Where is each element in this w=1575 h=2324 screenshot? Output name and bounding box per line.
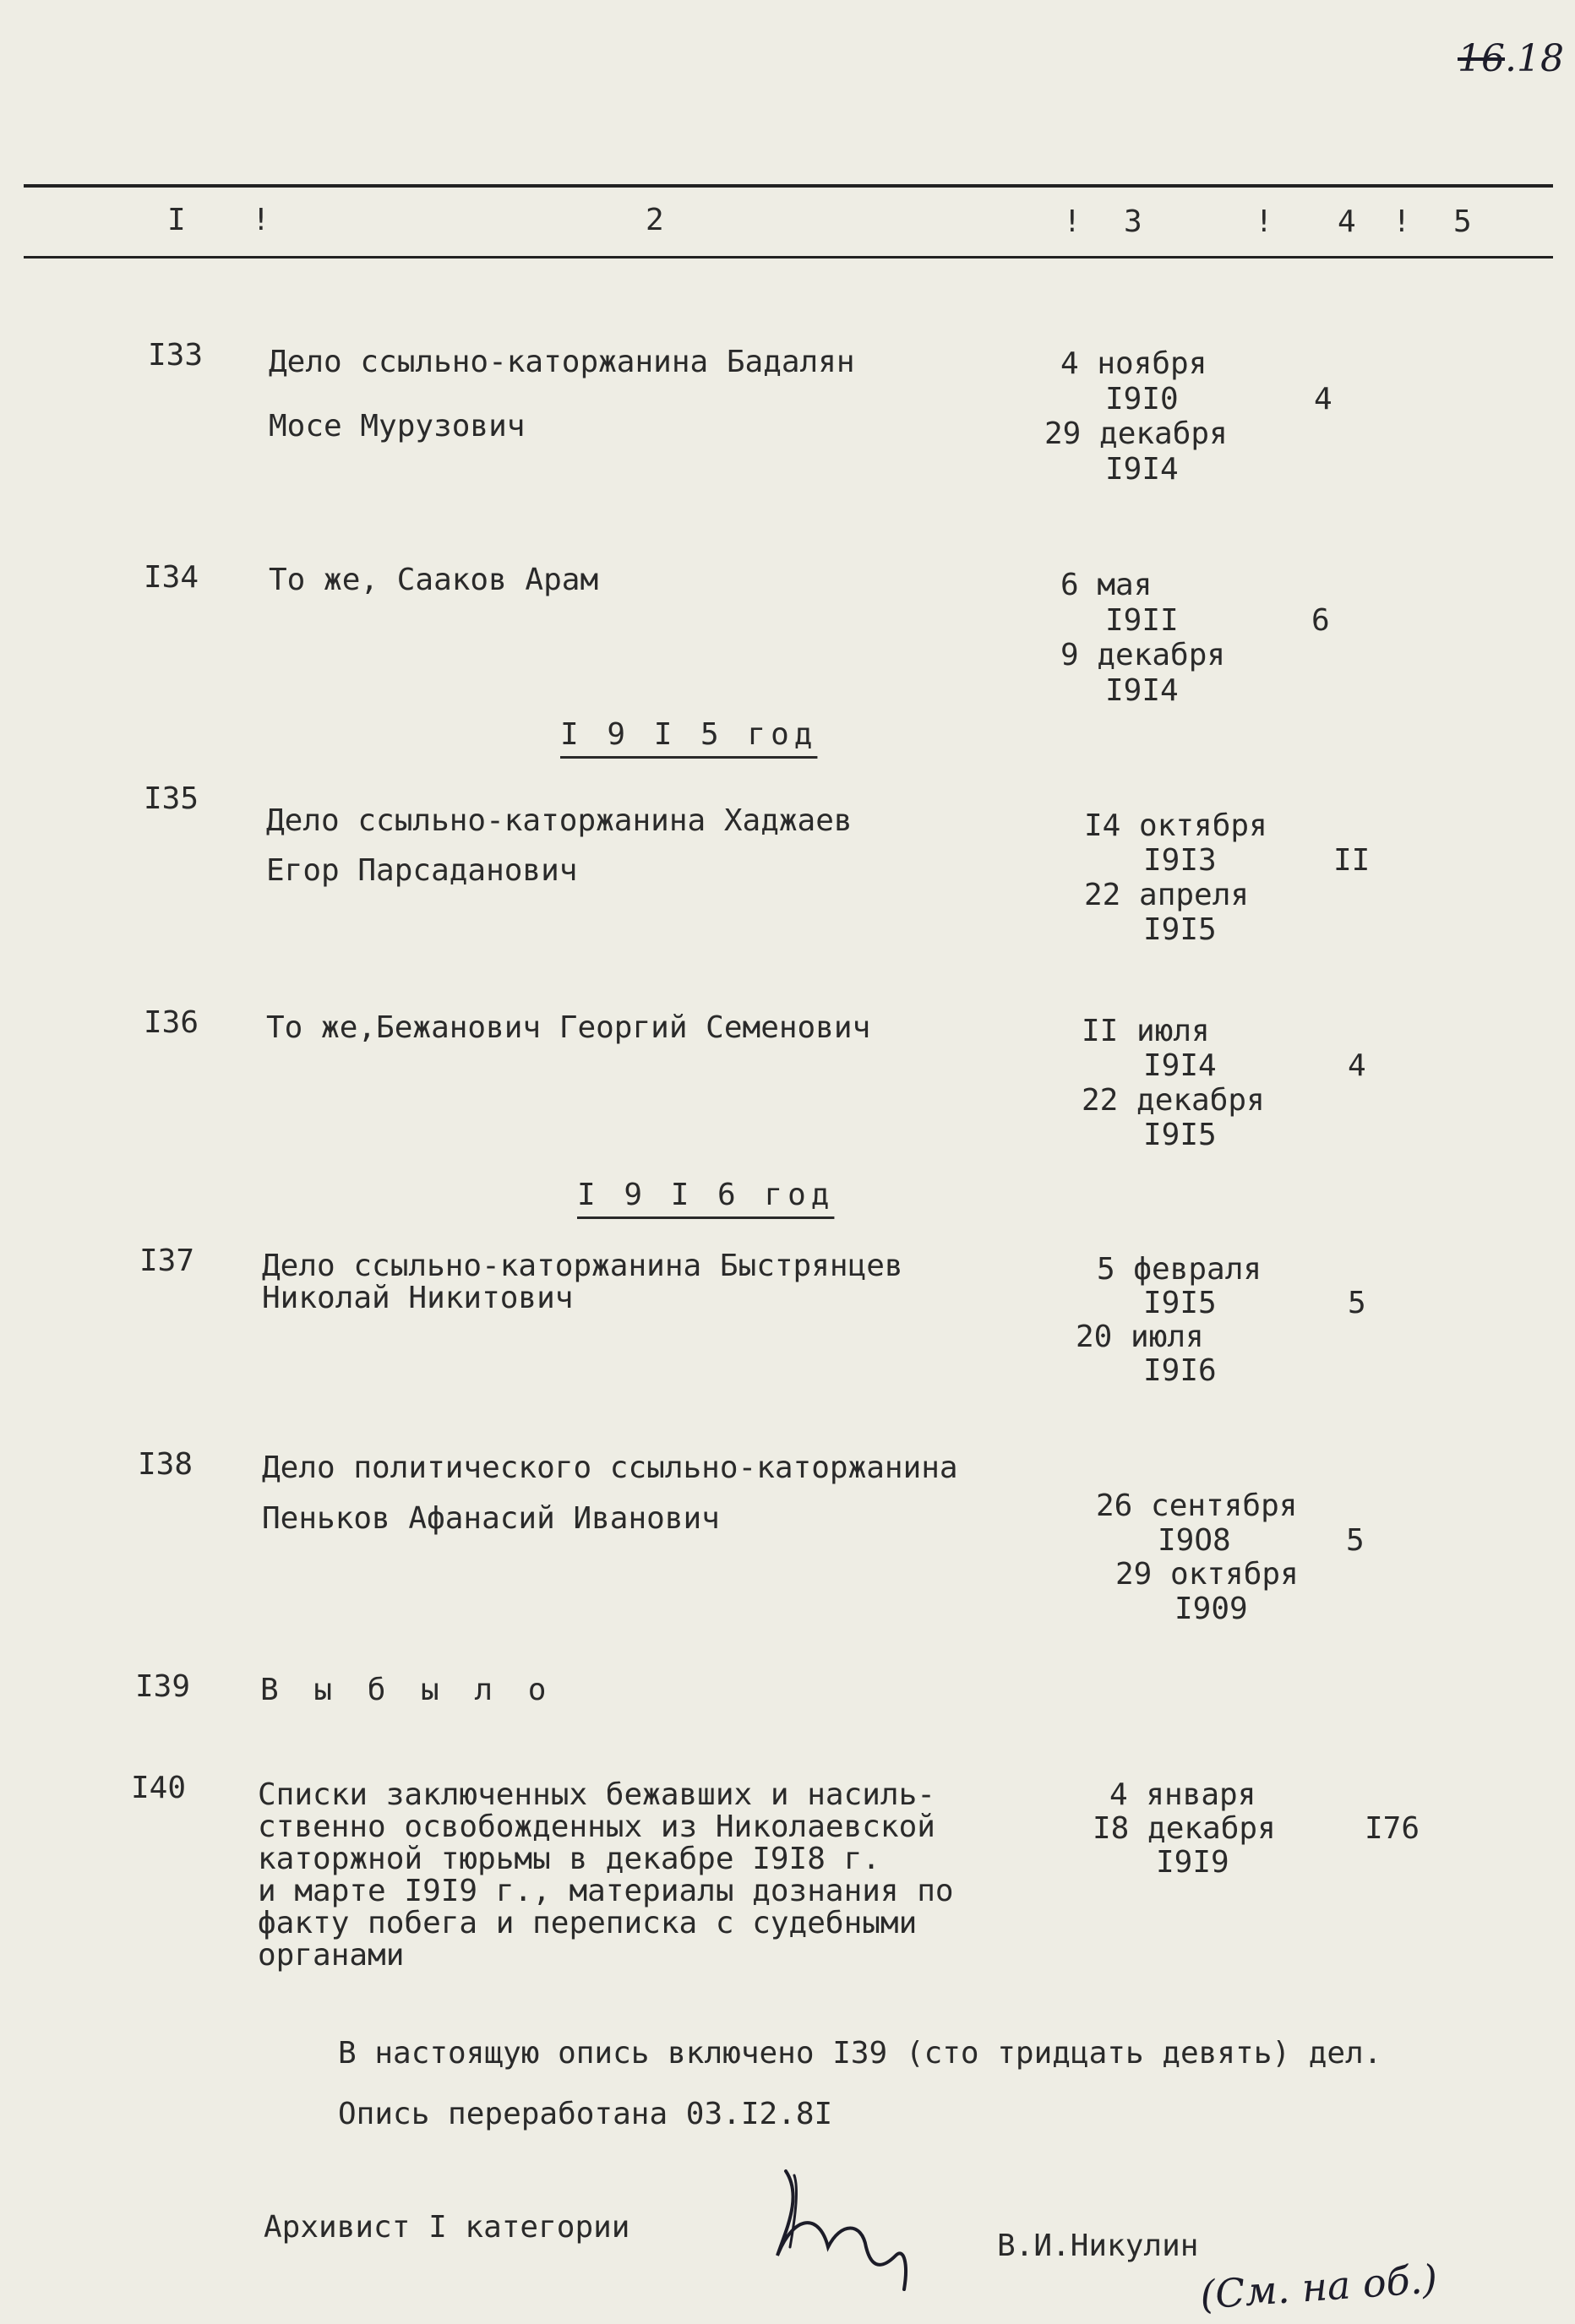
signature-image	[760, 2163, 955, 2315]
entry-date: 26 сентября	[1096, 1489, 1298, 1523]
entry-date: I9I4	[1105, 673, 1179, 708]
entry-title: Дело ссыльно-каторжанина Быстрянцев	[262, 1249, 903, 1283]
entry-title: Егор Парсаданович	[266, 853, 578, 888]
sheet-number-crossed: 16	[1458, 37, 1505, 80]
revision-note: Опись переработана 03.I2.8I	[338, 2097, 833, 2131]
column-separator: !	[252, 203, 270, 237]
entry-number: I39	[135, 1669, 191, 1704]
entry-number: I35	[144, 781, 199, 816]
entry-date: I9O8	[1158, 1523, 1231, 1558]
entry-number: I37	[139, 1244, 195, 1278]
entry-sheets: 6	[1311, 603, 1330, 638]
entry-title: факту побега и переписка с судебными	[258, 1906, 918, 1940]
entry-date: I9I4	[1143, 1048, 1217, 1083]
entry-title: Мосе Мурузович	[269, 409, 526, 444]
sheet-number-current: .18	[1505, 37, 1564, 80]
entry-date: I9I5	[1143, 1286, 1217, 1320]
entry-title: ственно освобожденных из Николаевской	[258, 1810, 935, 1844]
column-header-3: 3	[1124, 204, 1142, 239]
entry-sheets: 5	[1346, 1523, 1365, 1558]
sheet-number	[1458, 37, 1564, 80]
entry-title: Дело ссыльно-каторжанина Бадалян	[269, 345, 855, 379]
entry-title: каторжной тюрьмы в декабре I9I8 г.	[258, 1842, 880, 1876]
entry-sheets: I76	[1365, 1811, 1420, 1846]
column-separator: !	[1255, 204, 1273, 239]
handwritten-note: (См. на об.)	[1198, 2256, 1439, 2318]
entry-date: 4 ноября	[1060, 346, 1207, 381]
entry-date: I8 декабря	[1093, 1811, 1276, 1846]
entry-date: 29 октября	[1115, 1557, 1299, 1592]
entry-title: То же, Сааков Арам	[269, 563, 599, 597]
column-separator: !	[1392, 204, 1411, 239]
entry-date: I4 октября	[1084, 808, 1267, 843]
column-header-1: I	[167, 203, 186, 237]
entry-number: I33	[148, 338, 204, 373]
entry-title: и марте I9I9 г., материалы дознания по	[258, 1874, 954, 1908]
year-heading-1916: I 9 I 6 год	[577, 1178, 835, 1212]
entry-date: 20 июля	[1076, 1320, 1204, 1354]
entry-date: I9I3	[1143, 843, 1217, 878]
column-separator: !	[1063, 204, 1082, 239]
column-header-2: 2	[646, 203, 664, 237]
entry-date: II июля	[1082, 1014, 1210, 1048]
entry-title: Дело политического ссыльно-каторжанина	[262, 1450, 958, 1485]
entry-date: I909	[1174, 1592, 1248, 1626]
archivist-name: В.И.Никулин	[997, 2229, 1199, 2263]
entry-number: I36	[144, 1005, 199, 1040]
entry-date: 6 мая	[1060, 568, 1153, 602]
column-header-5: 5	[1453, 204, 1472, 239]
column-header-4: 4	[1338, 204, 1356, 239]
entry-number: I34	[144, 560, 199, 595]
entry-date: I9I6	[1143, 1353, 1217, 1388]
entry-date: 5 февраля	[1097, 1252, 1262, 1287]
entry-date: 22 декабря	[1082, 1083, 1265, 1118]
entry-sheets: II	[1333, 843, 1371, 878]
entry-date: 29 декабря	[1044, 416, 1228, 451]
entry-date: I9I4	[1105, 452, 1179, 487]
entry-title: Николай Никитович	[262, 1281, 574, 1315]
entry-date: I9I5	[1143, 1118, 1217, 1152]
entry-date: I9II	[1105, 603, 1179, 638]
entry-title: органами	[258, 1938, 405, 1973]
header-rule-top	[24, 184, 1553, 188]
entry-title: Дело ссыльно-каторжанина Хаджаев	[266, 803, 853, 838]
summary-statement: В настоящую опись включено I39 (сто тридцать девять) дел.	[338, 2036, 1382, 2071]
entry-sheets: 4	[1348, 1048, 1366, 1083]
entry-title: Списки заключенных бежавших и насиль-	[258, 1777, 935, 1812]
entry-sheets: 5	[1348, 1286, 1366, 1320]
entry-date: 22 апреля	[1084, 878, 1250, 912]
entry-title: То же,Бежанович Георгий Семенович	[266, 1010, 871, 1045]
entry-number: I38	[138, 1447, 193, 1482]
entry-sheets: 4	[1314, 382, 1332, 416]
entry-title: Пеньков Афанасий Иванович	[262, 1501, 720, 1536]
year-heading-1915: I 9 I 5 год	[560, 717, 818, 752]
entry-date: I9I9	[1156, 1845, 1229, 1880]
archivist-position: Архивист I категории	[264, 2210, 630, 2245]
entry-date: 4 января	[1109, 1777, 1256, 1812]
entry-number: I40	[131, 1771, 187, 1805]
header-rule-bottom	[24, 256, 1553, 259]
entry-date: 9 декабря	[1060, 638, 1226, 672]
entry-date: I9I5	[1143, 912, 1217, 947]
entry-date: I9I0	[1105, 382, 1179, 416]
entry-title: В ы б ы л о	[260, 1673, 555, 1707]
